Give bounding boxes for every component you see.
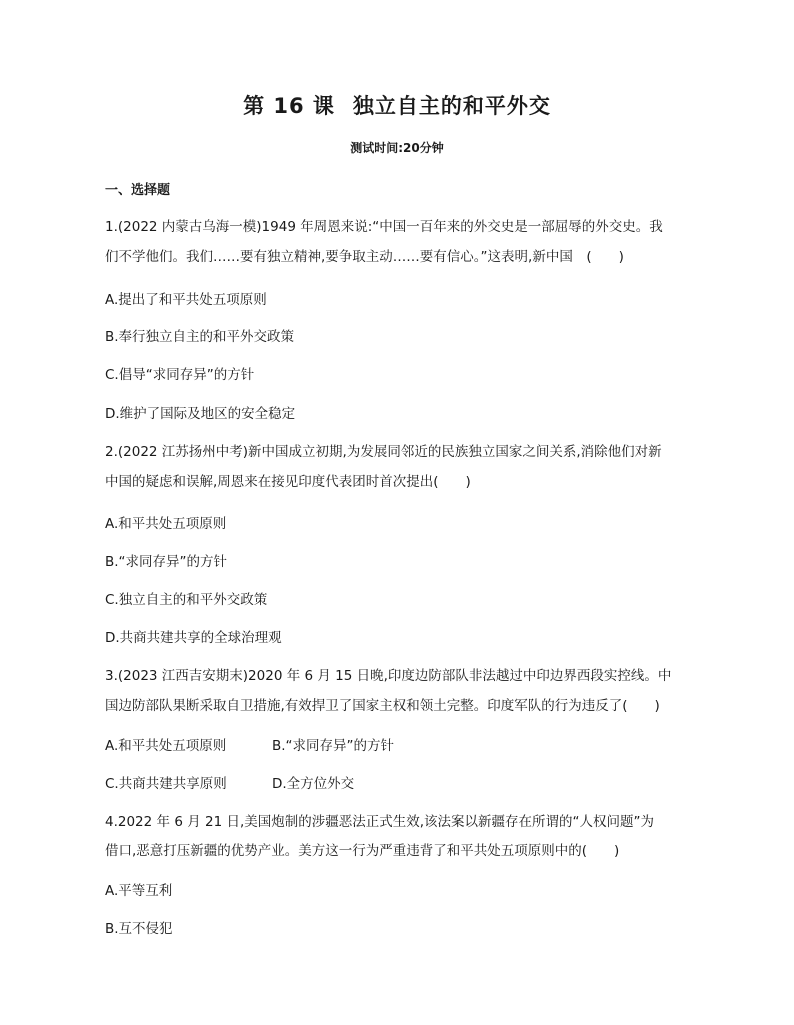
question-4-line-2: 借口,恶意打压新疆的优势产业。美方这一行为严重违背了和平共处五项原则中的( )	[105, 843, 620, 859]
question-4-line-1: 4.2022 年 6 月 21 日,美国炮制的涉疆恶法正式生效,该法案以新疆存在所谓的“人权问题”为	[105, 814, 655, 830]
question-1-line-2: 们不学他们。我们……要有独立精神,要争取主动……要有信心。”这表明,新中国 ( )	[105, 249, 624, 265]
question-2-option-a: A.和平共处五项原则	[105, 516, 227, 532]
question-3-line-1: 3.(2023 江西吉安期末)2020 年 6 月 15 日晚,印度边防部队非法越过中印边界西段实控线。中	[105, 668, 672, 684]
question-2-option-c: C.独立自主的和平外交政策	[105, 592, 268, 608]
lesson-number: 第 16 课	[243, 94, 335, 118]
section-heading: 一、选择题	[105, 183, 171, 198]
question-2-line-1: 2.(2022 江苏扬州中考)新中国成立初期,为发展同邻近的民族独立国家之间关系,消除他们对新	[105, 444, 662, 460]
question-3-line-2: 国边防部队果断采取自卫措施,有效捍卫了国家主权和领土完整。印度军队的行为违反了( )	[105, 698, 660, 714]
test-time: 测试时间:20分钟	[350, 141, 444, 155]
question-1-option-a: A.提出了和平共处五项原则	[105, 292, 267, 308]
question-3-option-a: A.和平共处五项原则	[105, 738, 227, 754]
question-4-option-a: A.平等互利	[105, 883, 173, 899]
question-1-line-1: 1.(2022 内蒙古乌海一模)1949 年周恩来说:“中国一百年来的外交史是一部屈辱的外交史。我	[105, 219, 663, 235]
question-3-option-d: D.全方位外交	[272, 776, 355, 792]
question-1-option-c: C.倡导“求同存异”的方针	[105, 367, 255, 383]
question-3-option-b: B.“求同存异”的方针	[272, 738, 395, 754]
page-title	[0, 90, 794, 120]
question-2-option-d: D.共商共建共享的全球治理观	[105, 630, 282, 646]
question-2-option-b: B.“求同存异”的方针	[105, 554, 228, 570]
question-4-option-b: B.互不侵犯	[105, 921, 173, 937]
question-1-option-b: B.奉行独立自主的和平外交政策	[105, 329, 295, 345]
question-3-option-c: C.共商共建共享原则	[105, 776, 227, 792]
question-2-line-2: 中国的疑虑和误解,周恩来在接见印度代表团时首次提出( )	[105, 474, 471, 490]
lesson-title: 独立自主的和平外交	[352, 94, 551, 118]
question-1-option-d: D.维护了国际及地区的安全稳定	[105, 406, 296, 422]
